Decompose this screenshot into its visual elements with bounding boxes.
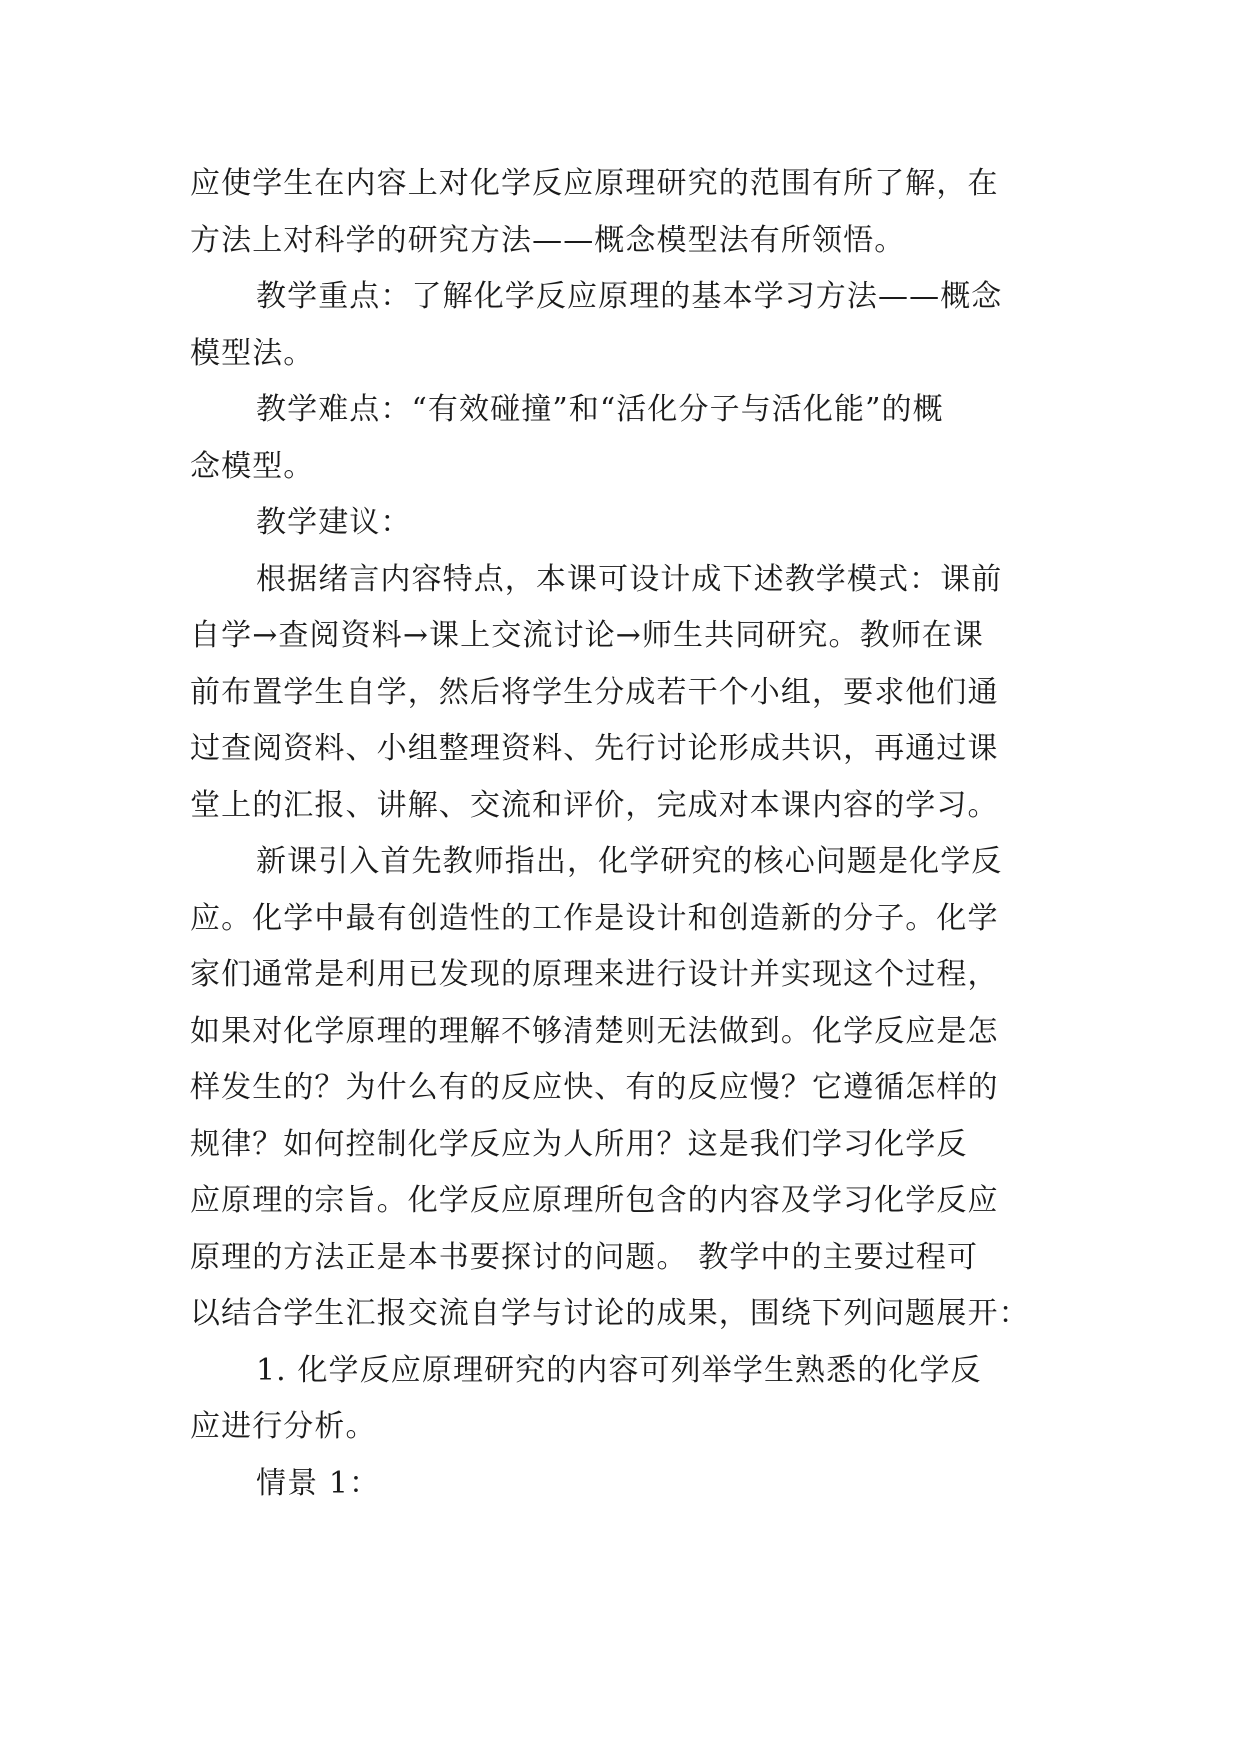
body-text xyxy=(190,156,1050,1512)
text-line: 自学→查阅资料→课上交流讨论→师生共同研究。教师在课 xyxy=(190,618,985,653)
text-line: 应。化学中最有创造性的工作是设计和创造新的分子。化学 xyxy=(190,900,999,936)
text-line: 应进行分析。 xyxy=(190,1409,377,1444)
text-line: 教学难点：“有效碰撞”和“活化分子与活化能”的概 xyxy=(256,392,944,427)
text-line: 家们通常是利用已发现的原理来进行设计并实现这个过程， xyxy=(190,957,999,992)
text-line: 教学重点：了解化学反应原理的基本学习方法——概念 xyxy=(256,279,1003,314)
text-line: 规律？如何控制化学反应为人所用？这是我们学习化学反 xyxy=(190,1126,968,1162)
text-line: 如果对化学原理的理解不够清楚则无法做到。化学反应是怎 xyxy=(190,1013,999,1049)
text-line: 教学建议： xyxy=(256,505,412,540)
text-line: 念模型。 xyxy=(190,448,315,484)
text-line: 过查阅资料、小组整理资料、先行讨论形成共识，再通过课 xyxy=(190,731,999,766)
text-line: 1. 化学反应原理研究的内容可列举学生熟悉的化学反 xyxy=(256,1352,982,1388)
text-line: 方法上对科学的研究方法——概念模型法有所领悟。 xyxy=(190,222,906,258)
text-line: 模型法。 xyxy=(190,335,315,371)
text-line: 新课引入首先教师指出，化学研究的核心问题是化学反 xyxy=(256,844,1003,879)
text-line: 前布置学生自学，然后将学生分成若干个小组，要求他们通 xyxy=(190,674,999,710)
text-line: 以结合学生汇报交流自学与讨论的成果，围绕下列问题展开： xyxy=(190,1296,1030,1331)
text-line: 应使学生在内容上对化学反应原理研究的范围有所了解，在 xyxy=(190,166,999,201)
text-line: 原理的方法正是本书要探讨的问题。 教学中的主要过程可 xyxy=(190,1239,979,1275)
text-line: 根据绪言内容特点，本课可设计成下述教学模式：课前 xyxy=(256,561,1003,597)
text-line: 应原理的宗旨。化学反应原理所包含的内容及学习化学反应 xyxy=(190,1183,999,1218)
text-line: 样发生的？为什么有的反应快、有的反应慢？它遵循怎样的 xyxy=(190,1070,999,1105)
text-line: 堂上的汇报、讲解、交流和评价，完成对本课内容的学习。 xyxy=(190,787,999,823)
text-line: 情景 1： xyxy=(256,1465,381,1501)
